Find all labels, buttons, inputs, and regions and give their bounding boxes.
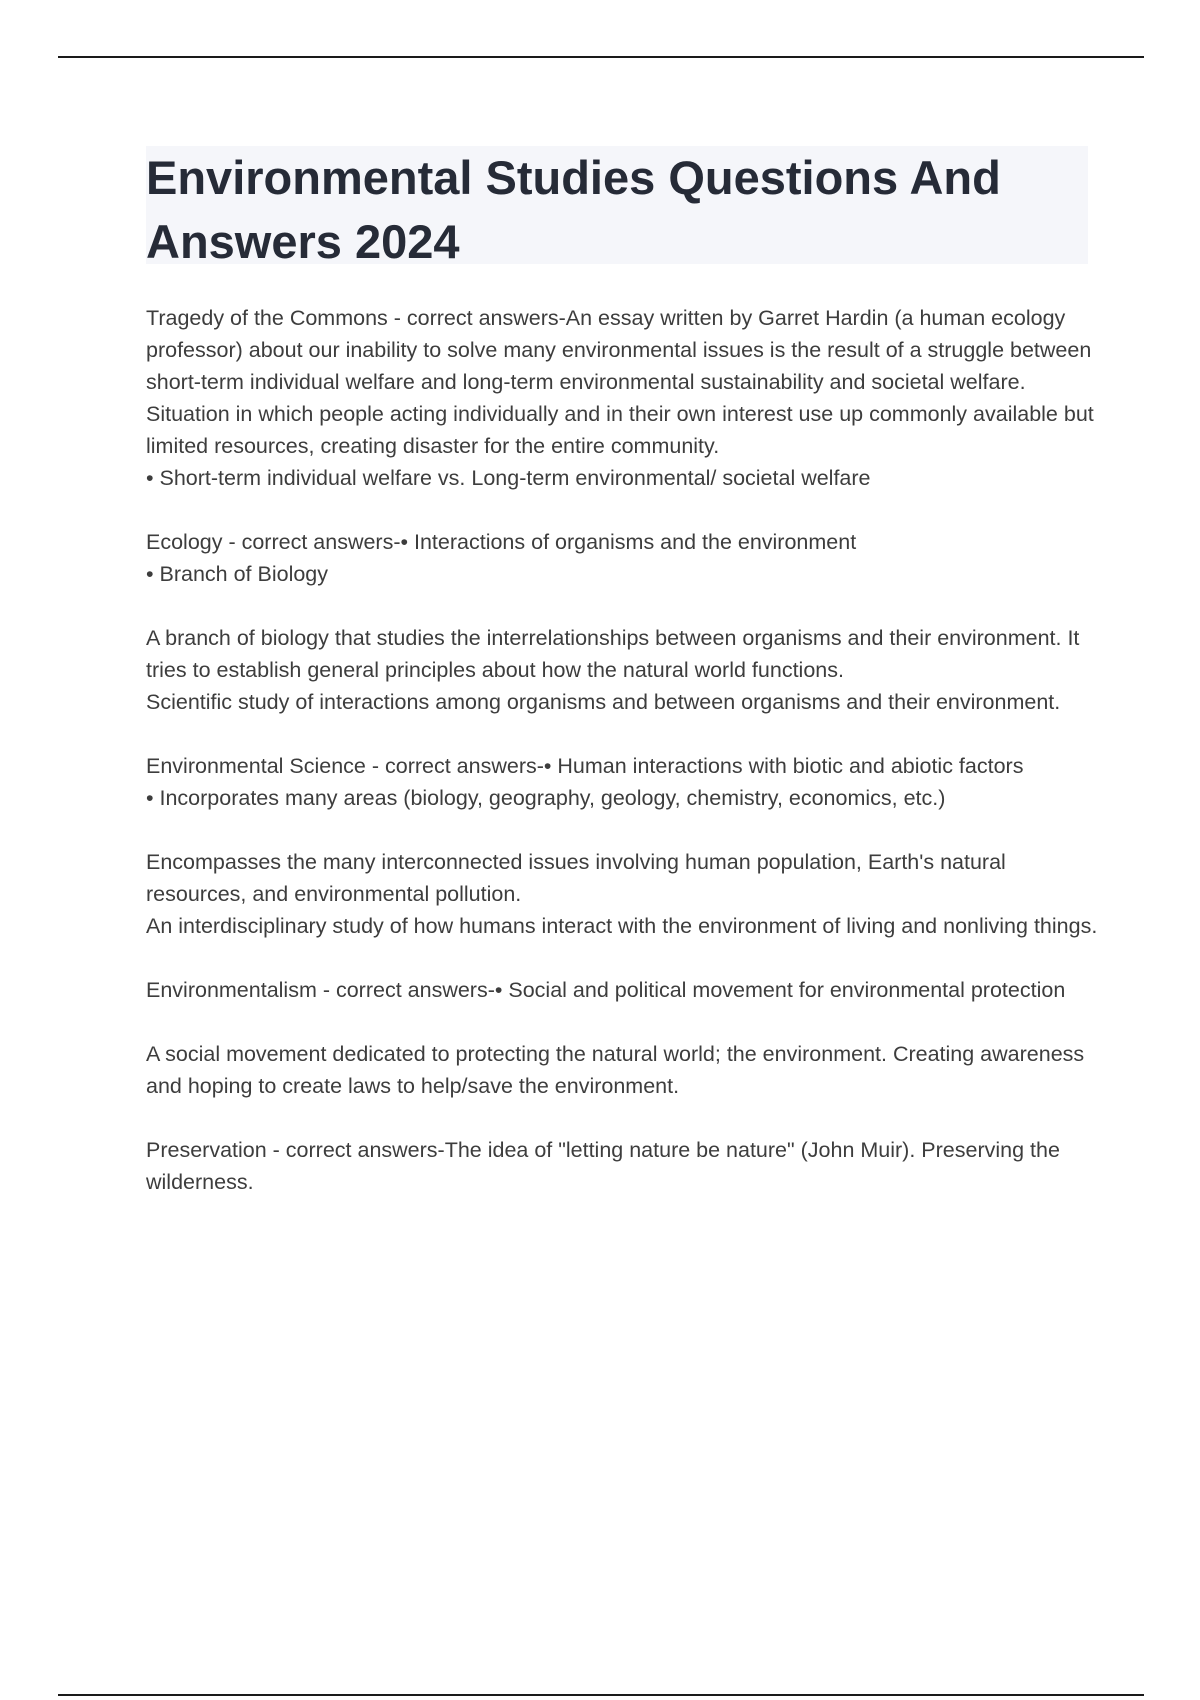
paragraph-preservation: Preservation - correct answers-The idea of "letting nature be nature" (John Muir). Preserving the wilderness. <box>146 1138 1060 1194</box>
paragraph-ecology-definition: A branch of biology that studies the interrelationships between organisms and their environment. It tries to establish general principles about how the natural world functions. Scientific study of interactions among organisms and between organisms and their environment. <box>146 626 1080 714</box>
paragraph-ecology: Ecology - correct answers-• Interactions of organisms and the environment • Branch of Biology <box>146 530 857 586</box>
paragraph-environmental-science-definition: Encompasses the many interconnected issues involving human population, Earth's natural resources, and environmental pollution. An interdisciplinary study of how humans interact with the environment of living and nonliving things. <box>146 850 1098 938</box>
paragraph-environmental-science: Environmental Science - correct answers-• Human interactions with biotic and abiotic factors • Incorporates many areas (biology, geography, geology, chemistry, economics, etc.) <box>146 754 1024 810</box>
title-block <box>146 146 1088 268</box>
paragraph-tragedy-of-the-commons: Tragedy of the Commons - correct answers-An essay written by Garret Hardin (a human ecology professor) about our inability to solve many environmental issues is the result of a struggle between short-term individual welfare and long-term environmental sustainability and societal welfare. Situation in which people acting individually and in their own interest use up commonly available but limited resources, creating disaster for the entire community. • Short-term individual welfare vs. Long-term environmental/ societal welfare <box>146 306 1094 490</box>
paragraph-environmentalism-definition: A social movement dedicated to protecting the natural world; the environment. Creating awareness and hoping to create laws to help/save the environment. <box>146 1042 1085 1098</box>
paragraph-environmentalism: Environmentalism - correct answers-• Social and political movement for environmental protection <box>146 978 1066 1002</box>
top-divider <box>58 56 1144 58</box>
bottom-divider <box>58 1694 1144 1696</box>
document-body <box>146 302 1106 1198</box>
page-title: Environmental Studies Questions And Answers 2024 <box>146 151 1001 268</box>
